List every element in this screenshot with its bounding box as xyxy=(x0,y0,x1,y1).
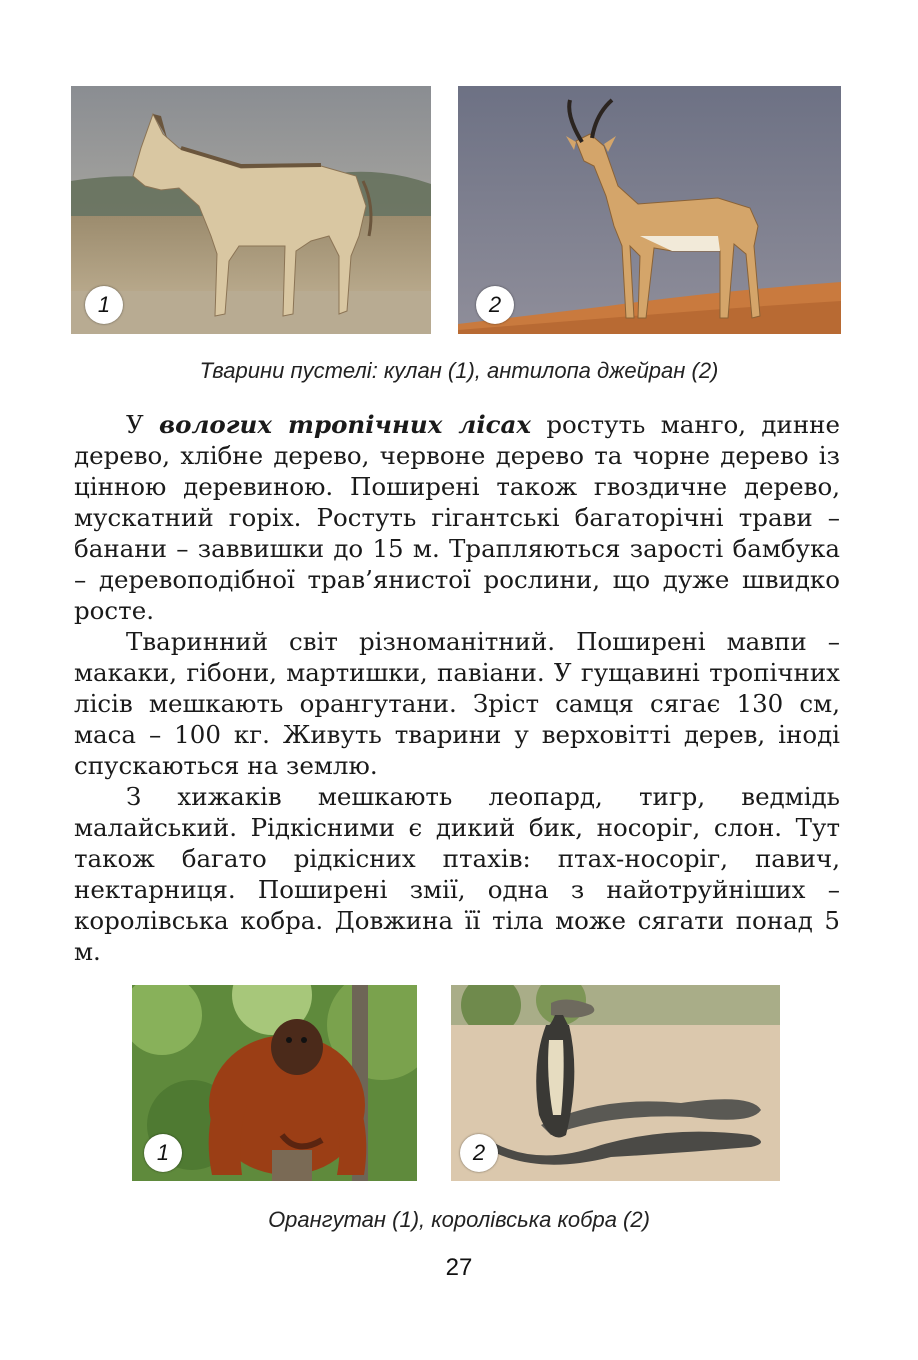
figure-caption: Орангутан (1), королівська кобра (2) xyxy=(268,1207,650,1232)
kulan-photo xyxy=(71,86,431,334)
photo-number-badge: 1 xyxy=(85,286,123,324)
emphasis-term: вологих тропічних лісах xyxy=(159,410,532,439)
photo-number-badge: 2 xyxy=(460,1134,498,1172)
paragraph: З хижаків мешкають леопард, тигр, ведмідь малайський. Рідкісними є дикий бик, носоріг, слон. Тут також багато рідкісних птахів: птах-носоріг, павич, нектарниця. Поширені змії, одна з найотруйніших – королівська кобра. Довжина її тіла може сягати понад 5 м. xyxy=(74,782,840,966)
body-text xyxy=(74,409,840,967)
paragraph: Тваринний світ різноманітний. Поширені мавпи – макаки, гібони, мартишки, павіани. У гущавині тропічних лісів мешкають орангутани. Зріст самця сягає 130 см, маса – 100 кг. Живуть тварини у верховітті дерев, іноді спускаються на землю. xyxy=(74,627,840,780)
photo-number-badge: 2 xyxy=(476,286,514,324)
photo-number-badge: 1 xyxy=(144,1134,182,1172)
cobra-photo xyxy=(451,985,780,1181)
paragraph: У вологих тропічних лісах ростуть манго, динне дерево, хлібне дерево, червоне дерево та чорне дерево із цінною деревиною. Поширені також гвоздичне дерево, мускатний горіх. Ростуть гігантські багаторічні трави – банани – заввишки до 15 м. Трапляються зарості бамбука – деревоподібної трав’янистої рослини, що дуже швидко росте. xyxy=(74,410,840,625)
page-number: 27 xyxy=(445,1254,473,1281)
figure-caption: Тварини пустелі: кулан (1), антилопа джейран (2) xyxy=(199,358,719,383)
gazelle-photo xyxy=(458,86,841,334)
